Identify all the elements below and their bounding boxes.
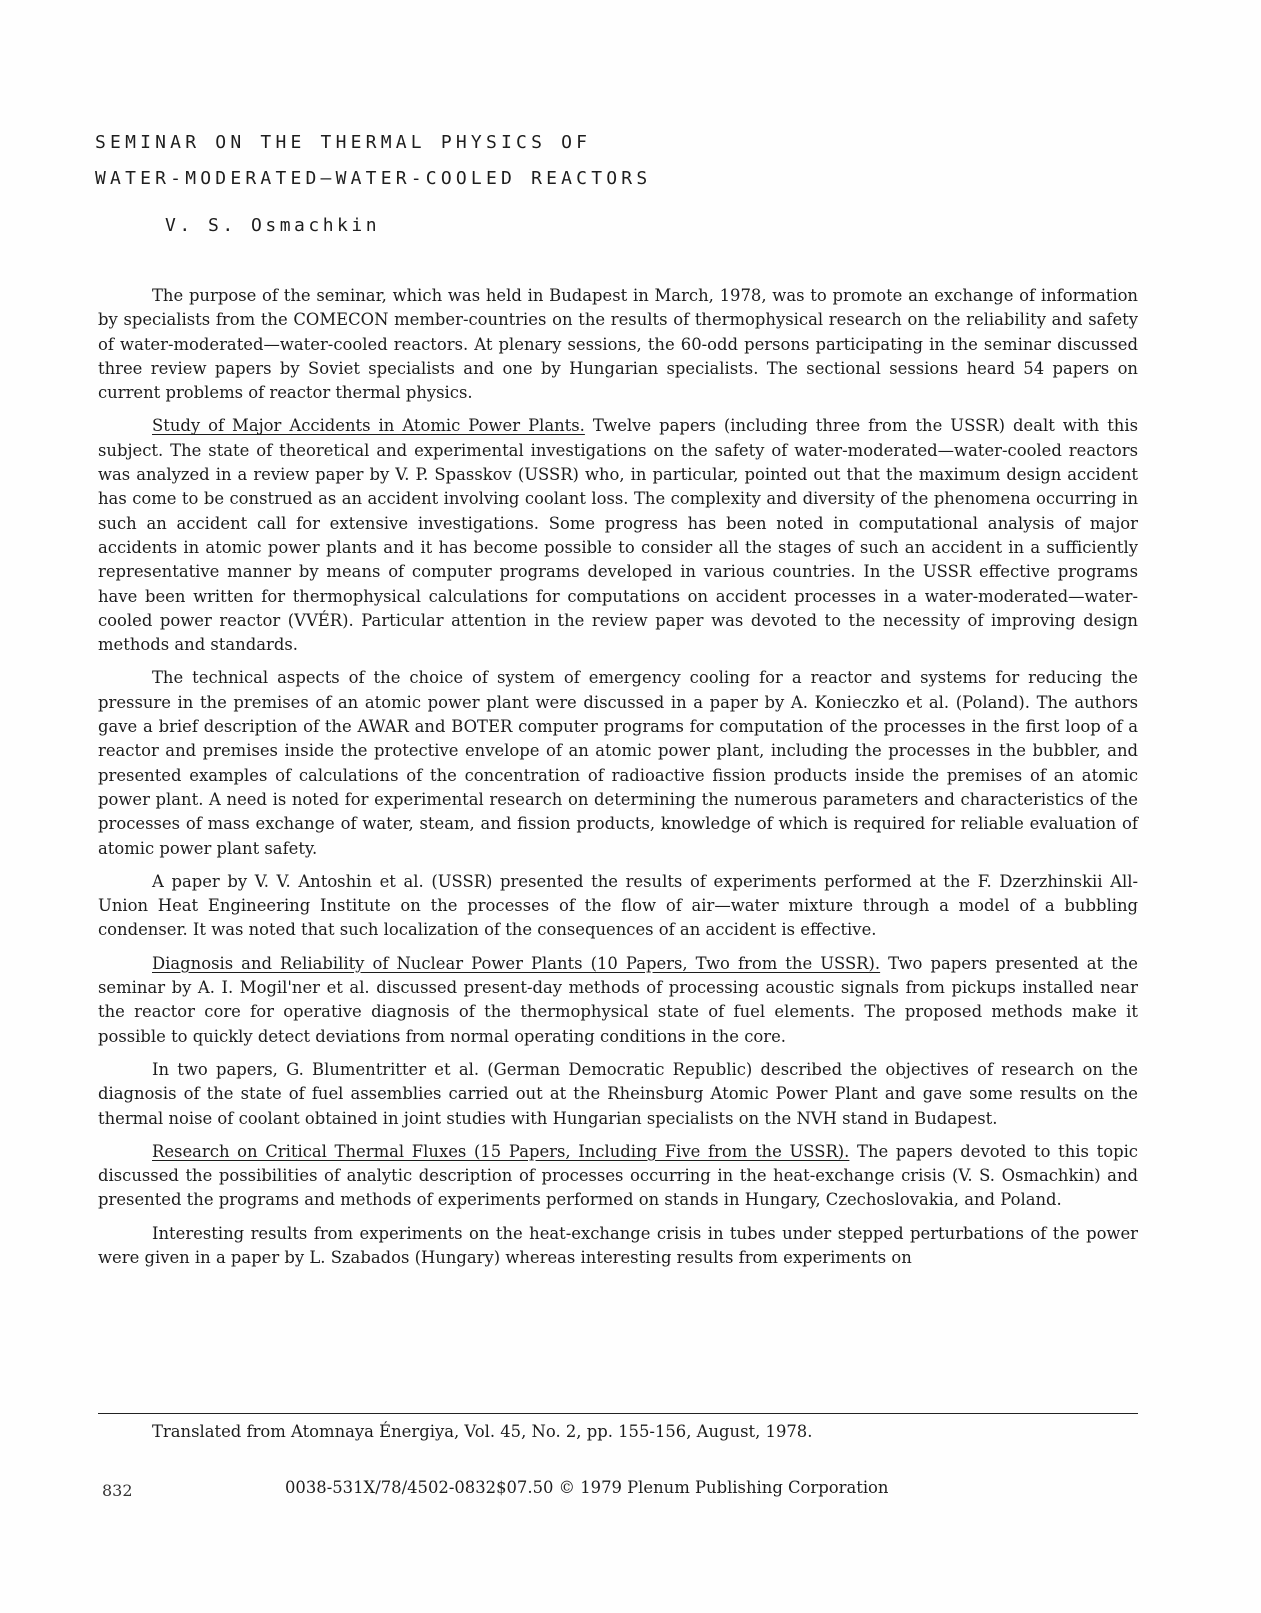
- page-number: 832: [102, 1481, 133, 1500]
- section-heading-major-accidents: Study of Major Accidents in Atomic Power Plants.: [152, 416, 585, 436]
- section-heading-diagnosis: Diagnosis and Reliability of Nuclear Power Plants (10 Papers, Two from the USSR).: [152, 953, 881, 973]
- paragraph-major-accidents-text: Twelve papers (including three from the USSR) dealt with this subject. The state of theoretical and experimental investigations on the safety of water-moderated—water-cooled reactors was analyzed in a review paper by V. P. Spasskov (USSR) who, in particular, pointed out that the maximum design accident has come to be construed as an accident involving coolant loss. The complexity and diversity of the phenomena occurring in such an accident call for extensive investigations. Some progress has been noted in computational analysis of major accidents in atomic power plants and it has become possible to consider all the stages of such an accident in a sufficiently representative manner by means of computer programs developed in various countries. In the USSR effective programs have been written for thermophysical calculations for computations on accident processes in a water-moderated—water-cooled power reactor (VVÉR). Particular attention in the review paper was devoted to the necessity of improving design methods and standards.: [98, 416, 1138, 655]
- paragraph-critical-fluxes-text: The papers devoted to this topic discussed the possibilities of analytic description of processes occurring in the heat-exchange crisis (V. S. Osmachkin) and presented the programs and methods of experiments performed on stands in Hungary, Czechoslovakia, and Poland.: [98, 1141, 1138, 1210]
- paragraph-major-accidents: [98, 414, 1138, 657]
- paragraph-diagnosis: [98, 952, 1138, 1049]
- paragraph-introduction: The purpose of the seminar, which was held in Budapest in March, 1978, was to promote an exchange of information by specialists from the COMECON member-countries on the results of thermophysical research on the reliability and safety of water-moderated—water-cooled reactors. At plenary sessions, the 60-odd persons participating in the seminar discussed three review papers by Soviet specialists and one by Hungarian specialists. The sectional sessions heard 54 papers on current problems of reactor thermal physics.: [98, 286, 1138, 403]
- article-title-line-1: SEMINAR ON THE THERMAL PHYSICS OF: [95, 132, 592, 153]
- paragraph-fuel-assemblies: In two papers, G. Blumentritter et al. (German Democratic Republic) described the objectives of research on the diagnosis of the state of fuel assemblies carried out at the Rheinsburg Atomic Power Plant and gave some results on the thermal noise of coolant obtained in joint studies with Hungarian specialists on the NVH stand in Budapest.: [98, 1059, 1138, 1128]
- paragraph-critical-fluxes: [98, 1140, 1138, 1213]
- article-author: V. S. Osmachkin: [165, 215, 381, 236]
- paragraph-bubbling-condenser: A paper by V. V. Antoshin et al. (USSR) presented the results of experiments performed at the F. Dzerzhinskii All-Union Heat Engineering Institute on the processes of the flow of air—water mixture through a model of a bubbling condenser. It was noted that such localization of the consequences of an accident is effective.: [98, 871, 1138, 940]
- paragraph-emergency-cooling: The technical aspects of the choice of system of emergency cooling for a reactor and systems for reducing the pressure in the premises of an atomic power plant were discussed in a paper by A. Konieczko et al. (Poland). The authors gave a brief description of the AWAR and BOTER computer programs for computation of the processes in the first loop of a reactor and premises inside the protective envelope of an atomic power plant, including the processes in the bubbler, and presented examples of calculations of the concentration of radioactive fission products inside the premises of an atomic power plant. A need is noted for experimental research on determining the numerous parameters and characteristics of the processes of mass exchange of water, steam, and fission products, knowledge of which is required for reliable evaluation of atomic power plant safety.: [98, 668, 1138, 858]
- article-title-line-2: WATER-MODERATED—WATER-COOLED REACTORS: [95, 168, 652, 189]
- paragraph-diagnosis-text: Two papers presented at the seminar by A. I. Mogil'ner et al. discussed present-day methods of processing acoustic signals from pickups installed near the reactor core for operative diagnosis of the thermophysical state of fuel elements. The proposed methods make it possible to quickly detect deviations from normal operating conditions in the core.: [98, 953, 1138, 1046]
- article-body: [98, 284, 1138, 1279]
- section-heading-critical-fluxes: Research on Critical Thermal Fluxes (15 Papers, Including Five from the USSR).: [152, 1141, 850, 1161]
- paragraph-heat-exchange-crisis: Interesting results from experiments on the heat-exchange crisis in tubes under stepped perturbations of the power were given in a paper by L. Szabados (Hungary) whereas interesting results from experiments on: [98, 1223, 1138, 1267]
- footnote-divider: [98, 1413, 1138, 1414]
- copyright-line: 0038-531X/78/4502-0832$07.50 © 1979 Plenum Publishing Corporation: [285, 1478, 889, 1497]
- translation-note: Translated from Atomnaya Énergiya, Vol. 45, No. 2, pp. 155-156, August, 1978.: [152, 1422, 813, 1441]
